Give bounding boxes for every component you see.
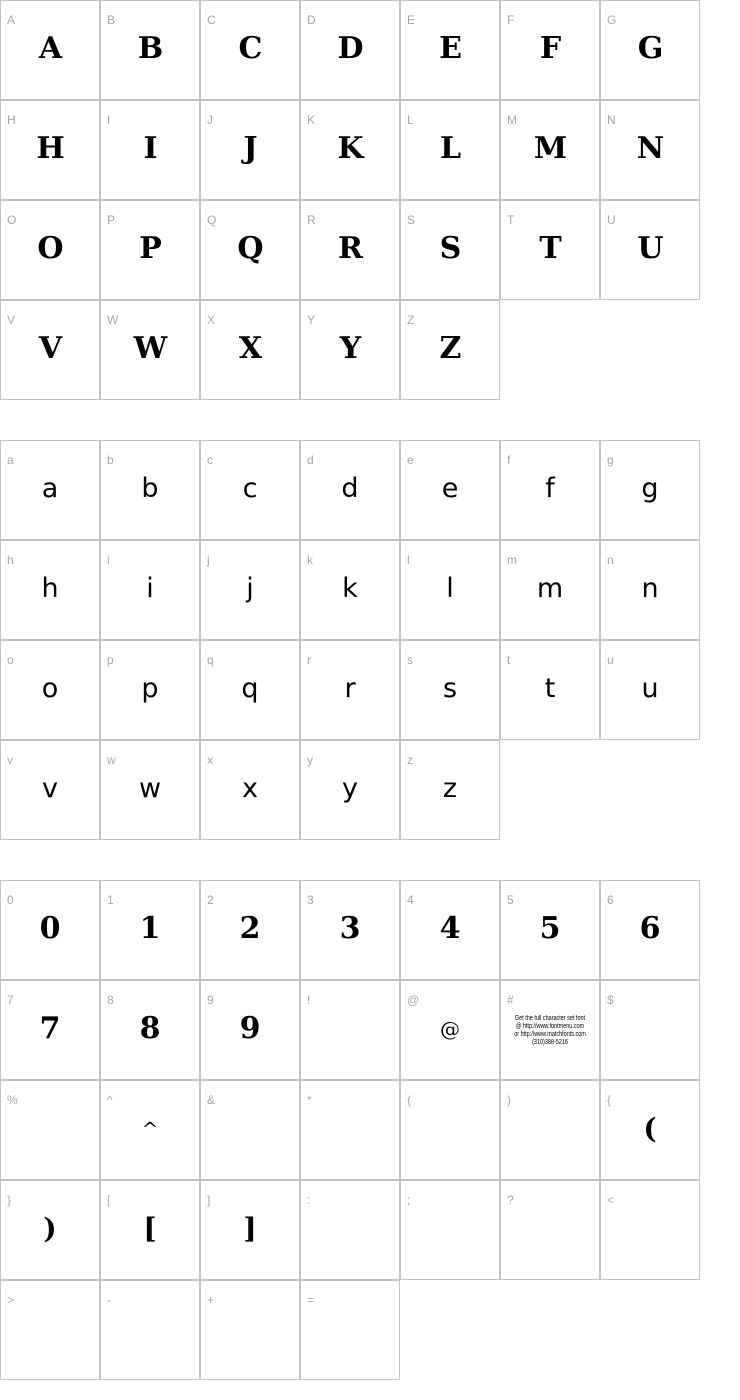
glyph-sample: X bbox=[238, 331, 262, 366]
glyph-cell bbox=[200, 1080, 300, 1180]
glyph-sample: J bbox=[243, 131, 257, 166]
glyph-cell bbox=[100, 100, 200, 200]
glyph-sample: S bbox=[439, 231, 461, 266]
glyph-cell bbox=[0, 880, 100, 980]
glyph-label: < bbox=[607, 1193, 615, 1207]
glyph-label: ) bbox=[507, 1093, 511, 1107]
glyph-sample: y bbox=[342, 773, 358, 804]
glyph-sample: Q bbox=[237, 231, 263, 266]
promo-line: Get the full character set font bbox=[514, 1015, 586, 1022]
glyph-cell bbox=[500, 440, 600, 540]
glyph-label: x bbox=[207, 753, 213, 767]
glyph-cell bbox=[100, 980, 200, 1080]
glyph-cell bbox=[600, 0, 700, 100]
glyph-cell bbox=[500, 880, 600, 980]
glyph-label: W bbox=[107, 313, 119, 327]
glyph-label: & bbox=[207, 1093, 216, 1107]
glyph-sample: 4 bbox=[439, 911, 461, 946]
glyph-sample: c bbox=[242, 473, 258, 504]
glyph-sample: s bbox=[442, 673, 458, 704]
glyph-sample: 9 bbox=[239, 1011, 261, 1046]
glyph-sample: ] bbox=[243, 1212, 257, 1245]
glyph-label: t bbox=[507, 653, 511, 667]
glyph-sample: 7 bbox=[39, 1011, 61, 1046]
glyph-cell bbox=[0, 1080, 100, 1180]
glyph-label: R bbox=[307, 213, 316, 227]
glyph-cell bbox=[200, 980, 300, 1080]
glyph-label: > bbox=[7, 1293, 15, 1307]
glyph-cell bbox=[0, 1180, 100, 1280]
glyph-cell bbox=[400, 1080, 500, 1180]
glyph-label: Y bbox=[307, 313, 316, 327]
glyph-label: i bbox=[107, 553, 110, 567]
glyph-label: k bbox=[307, 553, 313, 567]
glyph-sample: Y bbox=[339, 331, 361, 366]
glyph-sample: G bbox=[637, 31, 663, 66]
glyph-sample: C bbox=[238, 31, 262, 66]
glyph-label: : bbox=[307, 1193, 311, 1207]
glyph-sample: m bbox=[536, 573, 564, 604]
glyph-label: O bbox=[7, 213, 17, 227]
glyph-cell bbox=[400, 440, 500, 540]
glyph-sample: k bbox=[342, 573, 358, 604]
lowercase-grid bbox=[0, 440, 700, 840]
glyph-cell bbox=[600, 980, 700, 1080]
glyph-label: y bbox=[307, 753, 313, 767]
glyph-label: 7 bbox=[7, 993, 14, 1007]
glyph-cell bbox=[100, 1280, 200, 1380]
glyph-label: 5 bbox=[507, 893, 514, 907]
glyph-label: s bbox=[407, 653, 413, 667]
glyph-sample: 6 bbox=[639, 911, 661, 946]
glyph-sample: V bbox=[38, 331, 62, 366]
glyph-cell bbox=[200, 1180, 300, 1280]
glyph-label: } bbox=[7, 1193, 12, 1207]
glyph-label: @ bbox=[407, 993, 420, 1007]
promo-line: (310)388-5216 bbox=[532, 1039, 568, 1046]
glyph-sample: 3 bbox=[339, 911, 361, 946]
glyph-sample: K bbox=[337, 131, 363, 166]
glyph-label: T bbox=[507, 213, 515, 227]
glyph-sample: p bbox=[141, 673, 159, 704]
glyph-label: B bbox=[107, 13, 116, 27]
glyph-sample: N bbox=[636, 131, 664, 166]
glyph-cell bbox=[0, 300, 100, 400]
glyph-cell bbox=[500, 540, 600, 640]
glyph-cell bbox=[400, 640, 500, 740]
glyph-cell bbox=[400, 880, 500, 980]
glyph-cell bbox=[200, 100, 300, 200]
glyph-cell bbox=[100, 200, 200, 300]
glyph-label: h bbox=[7, 553, 14, 567]
glyph-cell bbox=[400, 980, 500, 1080]
digits-symbols-grid bbox=[0, 880, 700, 1380]
glyph-sample: M bbox=[533, 131, 567, 166]
glyph-cell bbox=[200, 440, 300, 540]
glyph-sample: 5 bbox=[539, 911, 561, 946]
uppercase-grid bbox=[0, 0, 700, 400]
glyph-label: Q bbox=[207, 213, 217, 227]
glyph-cell bbox=[600, 540, 700, 640]
glyph-label: = bbox=[307, 1293, 315, 1307]
glyph-cell bbox=[500, 640, 600, 740]
glyph-cell bbox=[600, 880, 700, 980]
glyph-sample: w bbox=[138, 773, 162, 804]
glyph-label: + bbox=[207, 1293, 215, 1307]
glyph-cell bbox=[600, 1080, 700, 1180]
promo-line: or http://www.matchfonts.com bbox=[514, 1031, 586, 1038]
glyph-label: H bbox=[7, 113, 16, 127]
glyph-label: d bbox=[307, 453, 314, 467]
glyph-cell bbox=[600, 1180, 700, 1280]
glyph-cell bbox=[600, 100, 700, 200]
glyph-sample: v bbox=[42, 773, 58, 804]
glyph-cell bbox=[300, 1280, 400, 1380]
glyph-label: 0 bbox=[7, 893, 14, 907]
glyph-cell bbox=[0, 540, 100, 640]
glyph-label: 9 bbox=[207, 993, 214, 1007]
glyph-sample: A bbox=[38, 31, 62, 66]
glyph-label: g bbox=[607, 453, 614, 467]
glyph-sample: U bbox=[637, 231, 663, 266]
glyph-sample: F bbox=[539, 31, 561, 66]
glyph-cell bbox=[200, 740, 300, 840]
glyph-label: { bbox=[607, 1093, 612, 1107]
glyph-label: Z bbox=[407, 313, 415, 327]
glyph-cell bbox=[0, 200, 100, 300]
glyph-cell bbox=[300, 640, 400, 740]
glyph-label: P bbox=[107, 213, 116, 227]
glyph-sample: O bbox=[37, 231, 63, 266]
glyph-sample: ^ bbox=[141, 1117, 159, 1141]
glyph-cell bbox=[500, 980, 600, 1080]
glyph-label: L bbox=[407, 113, 414, 127]
glyph-cell bbox=[300, 740, 400, 840]
glyph-sample: 0 bbox=[39, 911, 61, 946]
glyph-cell bbox=[100, 1080, 200, 1180]
glyph-cell bbox=[200, 1280, 300, 1380]
glyph-label: a bbox=[7, 453, 14, 467]
glyph-sample: u bbox=[641, 673, 659, 704]
glyph-cell bbox=[0, 640, 100, 740]
glyph-sample: D bbox=[337, 31, 363, 66]
glyph-sample: L bbox=[439, 131, 461, 166]
glyph-label: ^ bbox=[107, 1093, 113, 1107]
glyph-label: D bbox=[307, 13, 316, 27]
glyph-cell bbox=[100, 880, 200, 980]
glyph-label: [ bbox=[107, 1193, 111, 1207]
glyph-sample: H bbox=[36, 131, 64, 166]
glyph-sample: 2 bbox=[239, 911, 261, 946]
glyph-cell bbox=[0, 440, 100, 540]
glyph-label: v bbox=[7, 753, 13, 767]
glyph-label: N bbox=[607, 113, 616, 127]
glyph-sample: h bbox=[41, 573, 59, 604]
glyph-label: ] bbox=[207, 1193, 211, 1207]
glyph-cell bbox=[200, 640, 300, 740]
glyph-cell bbox=[600, 200, 700, 300]
promo-text bbox=[512, 1015, 588, 1047]
glyph-label: u bbox=[607, 653, 614, 667]
glyph-label: z bbox=[407, 753, 413, 767]
glyph-label: U bbox=[607, 213, 616, 227]
glyph-label: * bbox=[307, 1093, 312, 1107]
glyph-label: I bbox=[107, 113, 111, 127]
glyph-cell bbox=[600, 640, 700, 740]
glyph-sample: r bbox=[344, 673, 356, 704]
glyph-cell bbox=[300, 1080, 400, 1180]
glyph-sample: [ bbox=[143, 1212, 157, 1245]
glyph-sample: 1 bbox=[139, 911, 161, 946]
glyph-cell bbox=[400, 200, 500, 300]
glyph-label: $ bbox=[607, 993, 614, 1007]
glyph-label: - bbox=[107, 1293, 111, 1307]
glyph-sample: I bbox=[143, 131, 157, 166]
glyph-sample: z bbox=[442, 773, 458, 804]
glyph-label: 8 bbox=[107, 993, 114, 1007]
glyph-cell bbox=[200, 0, 300, 100]
glyph-label: n bbox=[607, 553, 614, 567]
glyph-sample: P bbox=[139, 231, 161, 266]
glyph-cell bbox=[300, 980, 400, 1080]
glyph-cell bbox=[100, 740, 200, 840]
glyph-cell bbox=[400, 0, 500, 100]
glyph-sample: @ bbox=[440, 1017, 460, 1041]
glyph-sample: a bbox=[41, 473, 59, 504]
glyph-sample: n bbox=[641, 573, 659, 604]
glyph-sample: W bbox=[133, 331, 167, 366]
glyph-label: 3 bbox=[307, 893, 314, 907]
glyph-cell bbox=[100, 540, 200, 640]
glyph-cell bbox=[400, 1180, 500, 1280]
glyph-sample: b bbox=[141, 473, 159, 504]
glyph-cell bbox=[300, 300, 400, 400]
glyph-sample: B bbox=[137, 31, 163, 66]
glyph-sample: j bbox=[246, 573, 254, 604]
glyph-label: J bbox=[207, 113, 213, 127]
glyph-sample: R bbox=[338, 231, 362, 266]
glyph-label: w bbox=[107, 753, 116, 767]
glyph-cell bbox=[400, 100, 500, 200]
glyph-label: V bbox=[7, 313, 16, 327]
glyph-sample: E bbox=[439, 31, 461, 66]
glyph-cell bbox=[500, 200, 600, 300]
glyph-cell bbox=[500, 1180, 600, 1280]
glyph-cell bbox=[200, 880, 300, 980]
glyph-cell bbox=[400, 300, 500, 400]
glyph-label: p bbox=[107, 653, 114, 667]
glyph-label: r bbox=[307, 653, 311, 667]
glyph-sample: 8 bbox=[139, 1011, 161, 1046]
glyph-label: ? bbox=[507, 1193, 514, 1207]
glyph-cell bbox=[300, 0, 400, 100]
glyph-label: ( bbox=[407, 1093, 411, 1107]
glyph-cell bbox=[300, 200, 400, 300]
glyph-cell bbox=[500, 100, 600, 200]
glyph-label: q bbox=[207, 653, 214, 667]
glyph-label: % bbox=[7, 1093, 18, 1107]
glyph-label: o bbox=[7, 653, 14, 667]
glyph-cell bbox=[200, 540, 300, 640]
glyph-sample: d bbox=[341, 473, 359, 504]
glyph-cell bbox=[300, 440, 400, 540]
glyph-sample: q bbox=[241, 673, 259, 704]
glyph-label: l bbox=[407, 553, 410, 567]
glyph-cell bbox=[300, 880, 400, 980]
glyph-cell bbox=[400, 540, 500, 640]
glyph-cell bbox=[400, 740, 500, 840]
glyph-label: c bbox=[207, 453, 213, 467]
glyph-label: F bbox=[507, 13, 515, 27]
glyph-label: E bbox=[407, 13, 416, 27]
glyph-sample: i bbox=[146, 573, 154, 604]
glyph-sample: ) bbox=[43, 1212, 57, 1245]
glyph-cell bbox=[300, 100, 400, 200]
glyph-cell bbox=[100, 1180, 200, 1280]
glyph-cell bbox=[0, 0, 100, 100]
glyph-label: # bbox=[507, 993, 514, 1007]
glyph-sample: l bbox=[446, 573, 454, 604]
glyph-label: e bbox=[407, 453, 414, 467]
glyph-cell bbox=[100, 0, 200, 100]
glyph-label: 1 bbox=[107, 893, 114, 907]
glyph-cell bbox=[100, 640, 200, 740]
glyph-sample: t bbox=[544, 673, 556, 704]
glyph-label: j bbox=[207, 553, 210, 567]
glyph-cell bbox=[0, 1280, 100, 1380]
glyph-cell bbox=[500, 0, 600, 100]
glyph-label: ! bbox=[307, 993, 311, 1007]
glyph-cell bbox=[600, 440, 700, 540]
glyph-label: M bbox=[507, 113, 517, 127]
glyph-cell bbox=[0, 980, 100, 1080]
glyph-label: f bbox=[507, 453, 511, 467]
glyph-cell bbox=[200, 300, 300, 400]
glyph-sample: g bbox=[641, 473, 659, 504]
glyph-label: K bbox=[307, 113, 316, 127]
glyph-cell bbox=[0, 740, 100, 840]
glyph-cell bbox=[100, 300, 200, 400]
glyph-label: 2 bbox=[207, 893, 214, 907]
glyph-label: b bbox=[107, 453, 114, 467]
glyph-label: 6 bbox=[607, 893, 614, 907]
glyph-sample: x bbox=[242, 773, 258, 804]
glyph-sample: Z bbox=[439, 331, 461, 366]
glyph-sample: e bbox=[441, 473, 459, 504]
glyph-label: ; bbox=[407, 1193, 411, 1207]
glyph-sample: f bbox=[545, 473, 555, 504]
glyph-cell bbox=[300, 540, 400, 640]
glyph-cell bbox=[200, 200, 300, 300]
glyph-label: X bbox=[207, 313, 216, 327]
glyph-cell bbox=[0, 100, 100, 200]
promo-line: @ http://www.fontmenu.com bbox=[515, 1023, 585, 1030]
glyph-sample: ( bbox=[643, 1112, 657, 1145]
glyph-label: S bbox=[407, 213, 416, 227]
glyph-label: C bbox=[207, 13, 216, 27]
glyph-sample: T bbox=[539, 231, 561, 266]
glyph-label: m bbox=[507, 553, 517, 567]
glyph-cell bbox=[500, 1080, 600, 1180]
glyph-label: A bbox=[7, 13, 16, 27]
glyph-sample: o bbox=[41, 673, 59, 704]
glyph-label: 4 bbox=[407, 893, 414, 907]
glyph-cell bbox=[100, 440, 200, 540]
glyph-label: G bbox=[607, 13, 617, 27]
glyph-cell bbox=[300, 1180, 400, 1280]
